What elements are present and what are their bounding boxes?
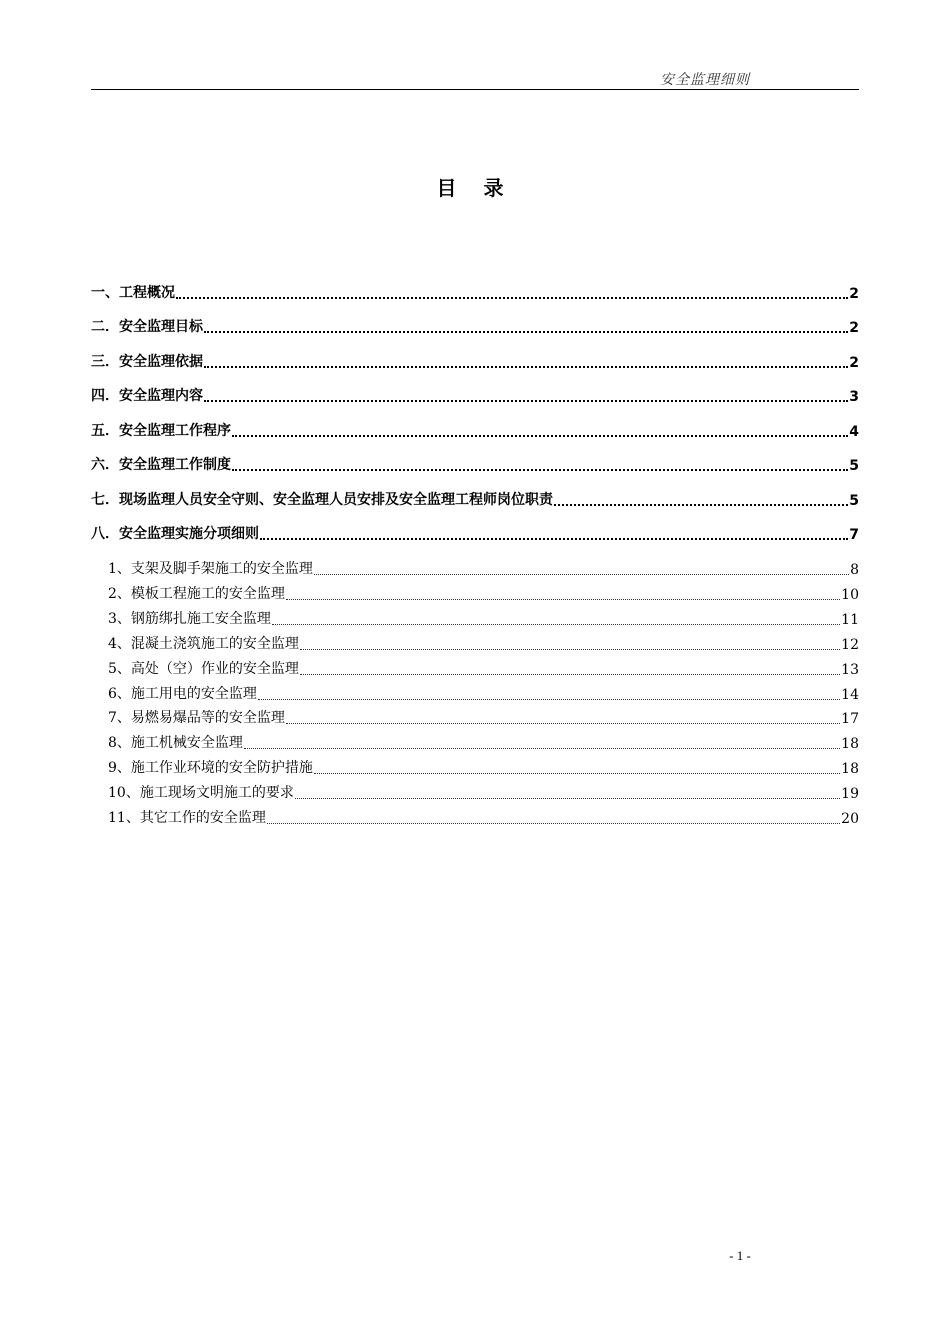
toc-subsection-entry[interactable] xyxy=(91,556,859,578)
toc-entry-page: 12 xyxy=(841,637,859,653)
toc-dot-leader xyxy=(232,423,848,437)
toc-dot-leader xyxy=(176,285,848,299)
toc-entry-page: 2 xyxy=(849,286,859,302)
page-number: - 1 - xyxy=(729,1248,751,1263)
toc-entry-label: 6、施工用电的安全监理 xyxy=(108,686,257,702)
toc-dot-leader xyxy=(286,710,840,724)
toc-subsection-entry[interactable] xyxy=(91,755,859,777)
toc-entry-label: 1、支架及脚手架施工的安全监理 xyxy=(108,561,313,577)
toc-entry-page: 8 xyxy=(850,562,859,578)
toc-entry-page: 13 xyxy=(841,662,859,678)
toc-dot-leader xyxy=(286,586,840,600)
toc-dot-leader xyxy=(204,319,848,333)
toc-dot-leader xyxy=(295,785,840,799)
toc-dot-leader xyxy=(300,661,840,675)
toc-entry-page: 5 xyxy=(849,493,859,509)
toc-entry-page: 11 xyxy=(841,612,859,628)
toc-subsection-entry[interactable] xyxy=(91,581,859,603)
toc-entry-page: 5 xyxy=(849,458,859,474)
toc-dot-leader xyxy=(554,492,848,506)
toc-entry-page: 2 xyxy=(849,320,859,336)
toc-entry-label: 五．安全监理工作程序 xyxy=(91,423,231,439)
toc-subsection-entry[interactable] xyxy=(91,805,859,827)
toc-entry-label: 3、钢筋绑扎施工安全监理 xyxy=(108,611,271,627)
toc-subsection-entry[interactable] xyxy=(91,730,859,752)
toc-entry-page: 10 xyxy=(841,587,859,603)
toc-section-entry[interactable] xyxy=(91,280,859,302)
toc-entry-label: 七．现场监理人员安全守则、安全监理人员安排及安全监理工程师岗位职责 xyxy=(91,492,553,508)
toc-entry-label: 9、施工作业环境的安全防护措施 xyxy=(108,760,313,776)
toc-entry-label: 一、工程概况 xyxy=(91,285,175,301)
toc-dot-leader xyxy=(244,735,840,749)
toc-entry-page: 18 xyxy=(841,736,859,752)
toc-subsection-entry[interactable] xyxy=(91,656,859,678)
toc-dot-leader xyxy=(258,686,840,700)
toc-section-entry[interactable] xyxy=(91,487,859,509)
toc-entry-label: 三．安全监理依据 xyxy=(91,354,203,370)
toc-entry-label: 11、其它工作的安全监理 xyxy=(108,810,266,826)
toc-section-entry[interactable] xyxy=(91,314,859,336)
toc-entry-label: 二．安全监理目标 xyxy=(91,319,203,335)
toc-entry-page: 17 xyxy=(841,711,859,727)
toc-entry-label: 六．安全监理工作制度 xyxy=(91,457,231,473)
toc-entry-page: 18 xyxy=(841,761,859,777)
toc-dot-leader xyxy=(260,526,848,540)
toc-entry-label: 8、施工机械安全监理 xyxy=(108,735,243,751)
toc-entry-page: 19 xyxy=(841,786,859,802)
toc-entry-label: 2、模板工程施工的安全监理 xyxy=(108,586,285,602)
toc-dot-leader xyxy=(204,388,848,402)
toc-entry-page: 7 xyxy=(849,527,859,543)
toc-entry-page: 14 xyxy=(841,687,859,703)
toc-entry-page: 20 xyxy=(841,811,859,827)
header-divider xyxy=(91,89,859,90)
toc-subsection-entry[interactable] xyxy=(91,780,859,802)
toc-subsection-entry[interactable] xyxy=(91,631,859,653)
toc-dot-leader xyxy=(204,354,848,368)
toc-entry-label: 4、混凝土浇筑施工的安全监理 xyxy=(108,636,299,652)
toc-subsection-entry[interactable] xyxy=(91,681,859,703)
toc-entry-page: 4 xyxy=(849,424,859,440)
toc-section-entry[interactable] xyxy=(91,452,859,474)
toc-subsection-entry[interactable] xyxy=(91,606,859,628)
toc-dot-leader xyxy=(314,760,840,774)
toc-subsection-entry[interactable] xyxy=(91,705,859,727)
toc-entry-label: 10、施工现场文明施工的要求 xyxy=(108,785,294,801)
toc-dot-leader xyxy=(232,457,848,471)
toc-entry-label: 八．安全监理实施分项细则 xyxy=(91,526,259,542)
toc-section-entry[interactable] xyxy=(91,349,859,371)
toc-section-entry[interactable] xyxy=(91,418,859,440)
toc-section-entry[interactable] xyxy=(91,521,859,543)
toc-title: 目 录 xyxy=(436,176,514,200)
toc-dot-leader xyxy=(267,810,840,824)
toc-entry-label: 四．安全监理内容 xyxy=(91,388,203,404)
toc-dot-leader xyxy=(314,561,849,575)
toc-entry-page: 2 xyxy=(849,355,859,371)
header-title: 安全监理细则 xyxy=(660,72,750,88)
toc-entry-label: 5、高处（空）作业的安全监理 xyxy=(108,661,299,677)
toc-entry-label: 7、易燃易爆品等的安全监理 xyxy=(108,710,285,726)
toc-dot-leader xyxy=(272,611,840,625)
toc-entry-page: 3 xyxy=(849,389,859,405)
toc-section-entry[interactable] xyxy=(91,383,859,405)
toc-dot-leader xyxy=(300,636,840,650)
